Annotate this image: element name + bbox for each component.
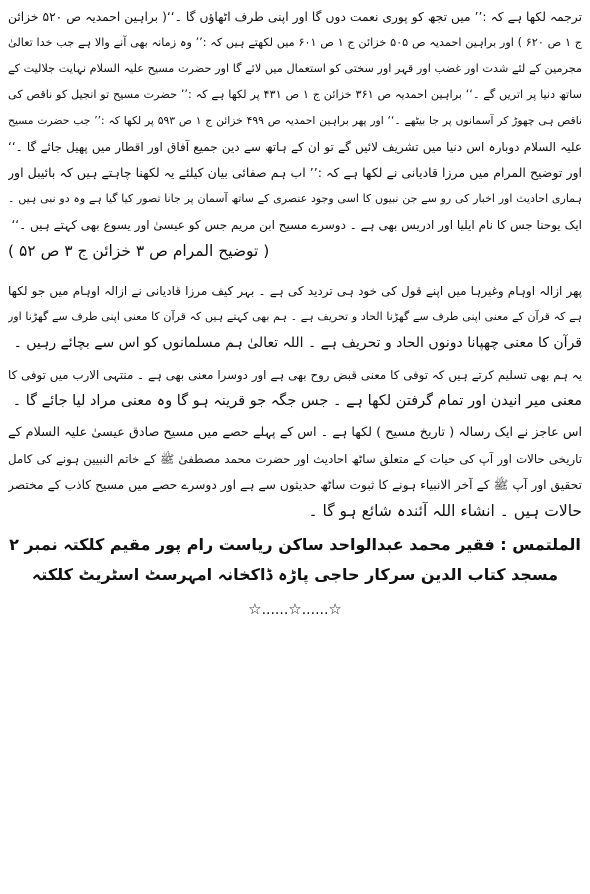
citation: ( توضیح المرام ص ۳ خزائن ج ۳ ص ۵۲ )	[8, 242, 270, 260]
paragraph-tahreef	[8, 278, 582, 356]
text-line: ساتھ دنیا پر اتریں گے ۔‘‘ براہین احمدیہ ص ۳۶۱ خزائن ج ۱ ص ۴۳۱ پر لکھا ہے کہ :’’ حضرت مسیح تو انجیل کو ناقص کی	[8, 88, 582, 101]
text-line: یہ ہم بھی تسلیم کرتے ہیں کہ توفی کا معنی قبض روح بھی ہے اور دوسرا معنی بھی ہے ۔ منتہی الارب میں توفی کا	[8, 368, 582, 382]
paragraph-quotes	[8, 4, 582, 264]
text-line: ہے کہ قرآن کے معنی اپنی طرف سے گھڑنا الحاد و تحریف ہے ۔ ہم بھی کہتے ہیں کہ قرآن کا معنی اپنی طرف سے گھڑنا اور	[8, 310, 582, 323]
text-line: ناقص ہی چھوڑ کر آسمانوں پر جا بیٹھے ۔‘‘ اور پھر براہین احمدیہ ص ۴۹۹ خزائن ج ۱ ص ۵۹۳ پر لکھا کہ :’’ جب حضرت مسیح	[8, 114, 582, 127]
text-line: علیہ السلام دوبارہ اس دنیا میں تشریف لائیں گے تو ان کے ہاتھ سے دین جمیع آفاق اور اقطار میں پھیل جائے گا ۔‘‘	[8, 140, 582, 154]
star-icon: ☆	[248, 600, 262, 618]
star-icon: ☆	[328, 600, 342, 618]
text-line: ہماری احادیث اور اخبار کی رو سے جن نبیوں کا اسی وجود عنصری کے ساتھ آسمان پر جانا تصور کیا گیا ہے وہ دو نبی ہیں ۔	[8, 192, 582, 205]
text-line: تاریخی حالات اور آپ کی حیات کے متعلق ساٹھ احادیث اور حضرت محمد مصطفیٰ ﷺ کے خاتم النبیین ہونے کی کامل	[8, 452, 582, 466]
text-line: پھر ازالہ اوہام وغیرہا میں اپنے قول کی خود ہی تردید کی ہے ۔ بہر کیف مرزا قادیانی نے ازالہ اوہام میں جو لکھا	[8, 284, 582, 298]
text-line: اس عاجز نے ایک رسالہ ( تاریخ مسیح ) لکھا ہے ۔ اس کے پہلے حصے میں مسیح صادق عیسیٰ علیہ السلام کے	[8, 425, 582, 440]
text-line: ترجمہ لکھا ہے کہ :’’ میں تجھ کو پوری نعمت دوں گا اور اپنی طرف اٹھاؤں گا ۔‘‘( براہین احمدیہ ص ۵۲۰ خزائن	[8, 10, 582, 24]
signature-line-1: الملتمس : فقیر محمد عبدالواحد ساکن ریاست رام پور مقیم کلکتہ نمبر ۲	[9, 535, 581, 554]
paragraph-risala	[8, 420, 582, 524]
text-line: ج ۱ ص ۶۲۰ ) اور براہین احمدیہ ص ۵۰۵ خزائن ج ۱ ص ۶۰۱ میں لکھتے ہیں کہ :’’ وہ زمانہ بھی آنے والا ہے جب خدا تعالیٰ	[8, 36, 582, 49]
text-line: حالات ہیں ۔ انشاء اللہ آئندہ شائع ہو گا ۔	[308, 502, 582, 520]
footer-ornament	[8, 600, 582, 618]
text-line: اور توضیح المرام میں مرزا قادیانی نے لکھا ہے کہ :’’ اب ہم صفائی بیان کیلئے یہ لکھنا چاہتے ہیں کہ بائیبل اور	[8, 165, 582, 180]
star-icon: ☆	[288, 600, 302, 618]
text-line: ایک یوحنا جس کا نام ایلیا اور ادریس بھی ہے ۔ دوسرے مسیح ابن مریم جس کو عیسیٰ اور یسوع بھی کہتے ہیں ۔‘‘	[11, 218, 582, 232]
ornament-dots: ......	[261, 602, 289, 618]
text-line: تحقیق اور آپ ﷺ کے آخر الانبیاء ہونے کا ثبوت ساٹھ حدیثوں سے ہے اور دوسرے حصے میں مسیح کاذب کے مختصر	[8, 478, 582, 492]
signature-block	[8, 530, 582, 590]
paragraph-tawaffi	[8, 362, 582, 414]
text-line: مجرمین کے لئے شدت اور غضب اور قہر اور سختی کو استعمال میں لائے گا اور حضرت مسیح علیہ السلام نہایت جلالیت کے	[8, 62, 582, 75]
ornament-dots: ......	[301, 602, 329, 618]
text-line: معنی میر انیدن اور تمام گرفتن لکھا ہے ۔ جس جگہ جو قرینہ ہو گا وہ معنی مراد لیا جائے گا ۔	[12, 393, 582, 409]
signature-line-2: مسجد کتاب الدین سرکار حاجی پاڑہ ڈاکخانہ امہرسٹ اسٹریٹ کلکتہ	[31, 565, 559, 584]
text-line: قرآن کا معنی چھپانا دونوں الحاد و تحریف ہے ۔ اللہ تعالیٰ ہم مسلمانوں کو اس سے بچائے رہیں ۔	[13, 335, 582, 351]
